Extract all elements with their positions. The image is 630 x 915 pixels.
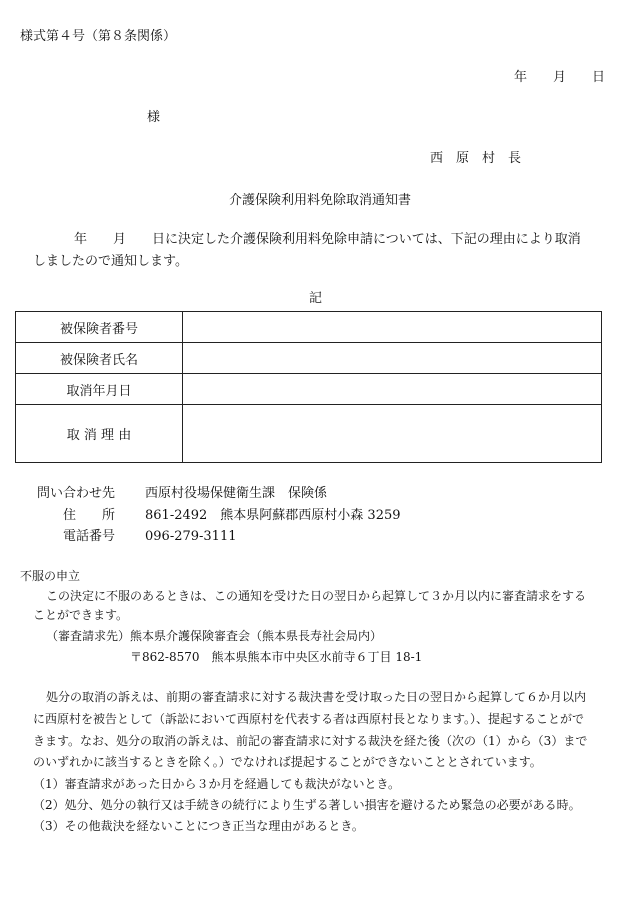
table-row	[16, 312, 602, 343]
lawsuit-line-4: のいずれかに該当するときを除く。）でなければ提起することができないこととされています。	[33, 755, 542, 769]
lawsuit-item: （3）その他裁決を経ないことにつき正当な理由があるとき。	[33, 819, 364, 833]
table-label: 被保険者番号	[16, 312, 183, 343]
addressee-suffix: 様	[147, 110, 161, 125]
table-label: 取 消 理 由	[16, 405, 183, 463]
date-line: 年 月 日	[514, 70, 606, 85]
table-label: 被保険者氏名	[16, 343, 183, 374]
phone-label: 電話番号	[63, 529, 116, 544]
contact-address: 861-2492 熊本県阿蘇郡西原村小森 3259	[145, 508, 401, 523]
table-row	[16, 405, 602, 463]
objection-heading: 不服の申立	[20, 569, 81, 583]
objection-text-2: ことができます。	[33, 608, 129, 622]
table-value[interactable]	[183, 374, 602, 405]
table-value[interactable]	[183, 343, 602, 374]
lawsuit-item: （1）審査請求があった日から３か月を経過しても裁決がないとき。	[33, 777, 401, 791]
intro-line-1: 年 月 日に決定した介護保険利用料免除申請については、下記の理由により取消	[74, 232, 581, 247]
ki-heading: 記	[309, 291, 323, 306]
table-value[interactable]	[183, 312, 602, 343]
intro-line-2: しましたので通知します。	[33, 254, 188, 269]
lawsuit-item: （2）処分、処分の執行又は手続きの続行により生ずる著しい損害を避けるため緊急の必要がある時。	[33, 798, 581, 812]
document-title: 介護保険利用料免除取消通知書	[229, 193, 412, 208]
lawsuit-line-2: に西原村を被告として（訴訟において西原村を代表する者は西原村長となります。）、提起することがで	[33, 712, 585, 726]
form-number: 様式第４号（第８条関係）	[20, 29, 177, 44]
table-value[interactable]	[183, 405, 602, 463]
objection-text-1: この決定に不服のあるときは、この通知を受けた日の翌日から起算して３か月以内に審査請求をする	[46, 589, 587, 603]
contact-dept: 西原村役場保健衛生課 保険係	[145, 486, 328, 501]
objection-destination: （審査請求先）熊本県介護保険審査会（熊本県長寿社会局内）	[46, 629, 383, 643]
table-row	[16, 374, 602, 405]
table-row	[16, 343, 602, 374]
issuer: 西 原 村 長	[430, 151, 522, 166]
lawsuit-line-3: きます。なお、処分の取消の訴えは、前記の審査請求に対する裁決を経た後（次の（1）から（3）まで	[33, 734, 588, 748]
contact-phone: 096-279-3111	[145, 529, 237, 544]
table-label: 取消年月日	[16, 374, 183, 405]
contact-label: 問い合わせ先	[37, 486, 116, 501]
details-table	[15, 311, 602, 463]
address-label: 住 所	[63, 508, 116, 523]
objection-destination-address: 〒862-8570 熊本県熊本市中央区水前寺６丁目 18-1	[130, 650, 423, 664]
lawsuit-line-1: 処分の取消の訴えは、前期の審査請求に対する裁決書を受け取った日の翌日から起算して６か月以内	[46, 690, 587, 704]
